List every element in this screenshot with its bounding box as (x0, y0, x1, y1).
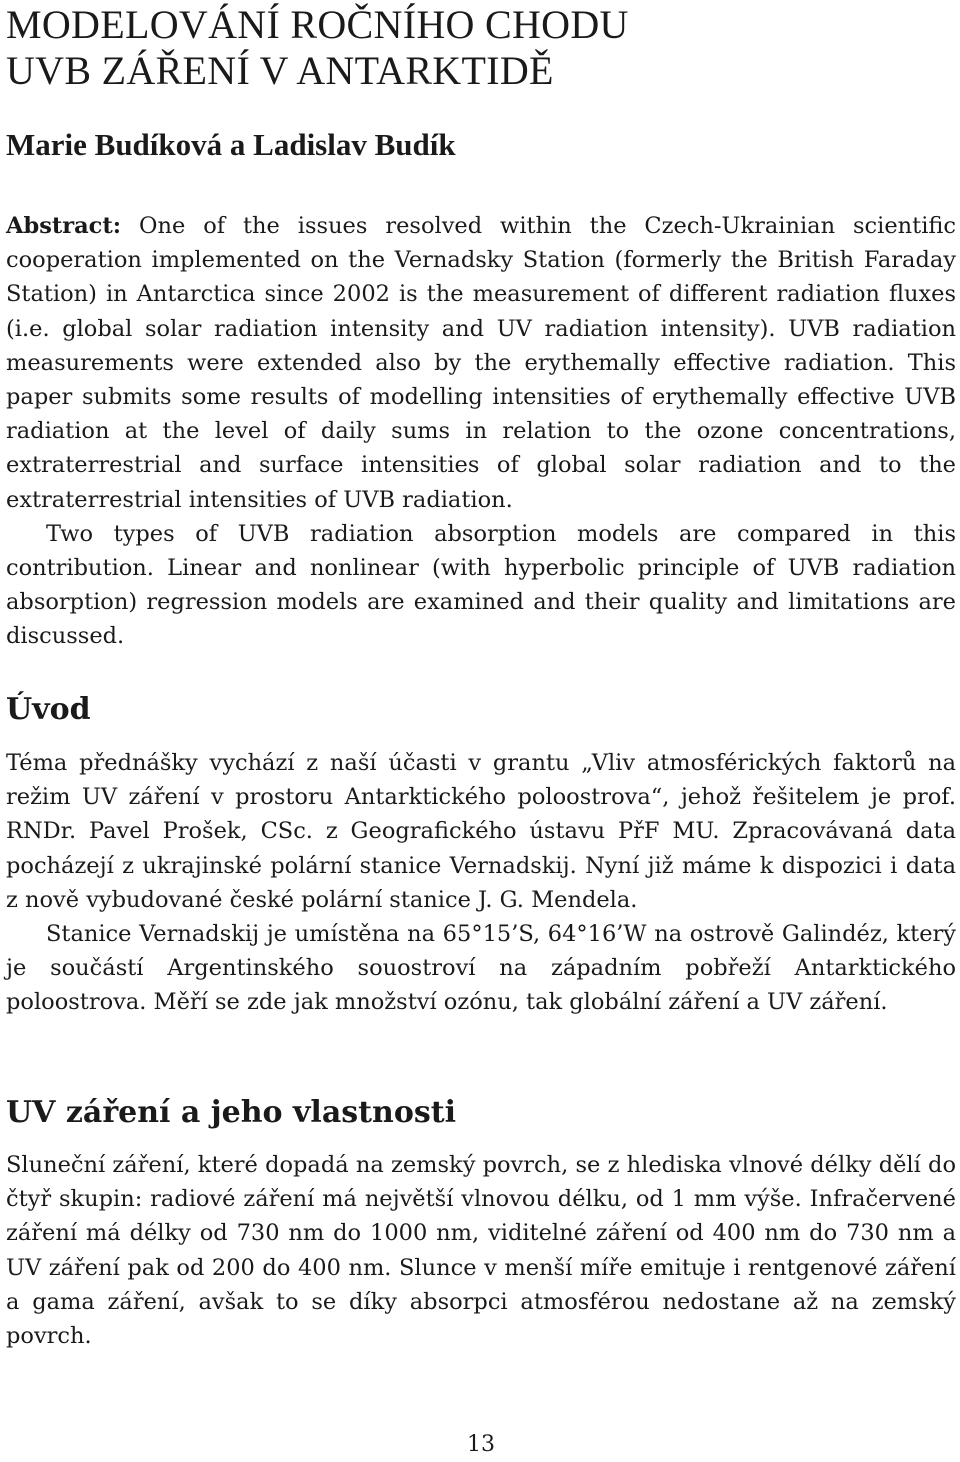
section-heading-uvod: Úvod (6, 692, 91, 727)
title-line-1: MODELOVÁNÍ ROČNÍHO CHODU (6, 2, 629, 47)
abstract-text-1: One of the issues resolved within the Czech-Ukrainian scientific cooperation implemented on the Vernadsky Station (formerly the British Faraday Station) in Antarctica since 2002 is the measurement of different radiation fluxes (i.e. global solar radiation intensity and UV radiation intensity). UVB radiation measurements were extended also by the erythemally effective radiation. This paper submits some results of modelling intensities of erythemally effective UVB radiation at the level of daily sums in relation to the ozone concentrations, extraterrestrial and surface intensities of global solar radiation and to the extraterrestrial intensities of UVB radiation. (6, 213, 956, 513)
page-number: 13 (467, 1432, 495, 1457)
section-heading-uv: UV záření a jeho vlastnosti (6, 1095, 456, 1130)
section-uv-body (6, 1148, 956, 1353)
abstract-paragraph-1 (6, 209, 956, 517)
uv-paragraph-1: Sluneční záření, které dopadá na zemský povrch, se z hlediska vlnové délky dělí do čtyř skupin: radiové záření má největší vlnovou délku, od 1 mm výše. Infračervené záření má délky od 730 nm do 1000 nm, viditelné záření od 400 nm do 730 nm a UV záření pak od 200 do 400 nm. Slunce v menší míře emituje i rentgenové záření a gama záření, avšak to se díky absorpci atmosférou nedostane až na zemský povrch. (6, 1152, 956, 1350)
uvod-paragraph-1: Téma přednášky vychází z naší účasti v grantu „Vliv atmosférických faktorů na režim UV záření v prostoru Antarktického poloostrova“, jehož řešitelem je prof. RNDr. Pavel Prošek, CSc. z Geografického ústavu PřF MU. Zpracovávaná data pocházejí z ukrajinské polární stanice Vernadskij. Nyní již máme k dispozici i data z nově vybudované české polární stanice J. G. Mendela. (6, 750, 956, 913)
title-line-2: UVB ZÁŘENÍ V ANTARKTIDĚ (6, 48, 554, 93)
abstract-paragraph-2: Two types of UVB radiation absorption models are compared in this contribution. Linear and nonlinear (with hyperbolic principle of UVB radiation absorption) regression models are examined and their quality and limitations are discussed. (6, 520, 956, 650)
abstract-label: Abstract: (6, 213, 122, 239)
uvod-paragraph-2: Stanice Vernadskij je umístěna na 65°15’S, 64°16’W na ostrově Galindéz, který je součástí Argentinského souostroví na západním pobřeží Antarktického poloostrova. Měří se zde jak množství ozónu, tak globální záření a UV záření. (6, 921, 956, 1016)
paper-title (6, 2, 956, 94)
abstract (6, 209, 956, 654)
authors: Marie Budíková a Ladislav Budík (6, 127, 456, 162)
section-uvod-body (6, 746, 956, 1020)
